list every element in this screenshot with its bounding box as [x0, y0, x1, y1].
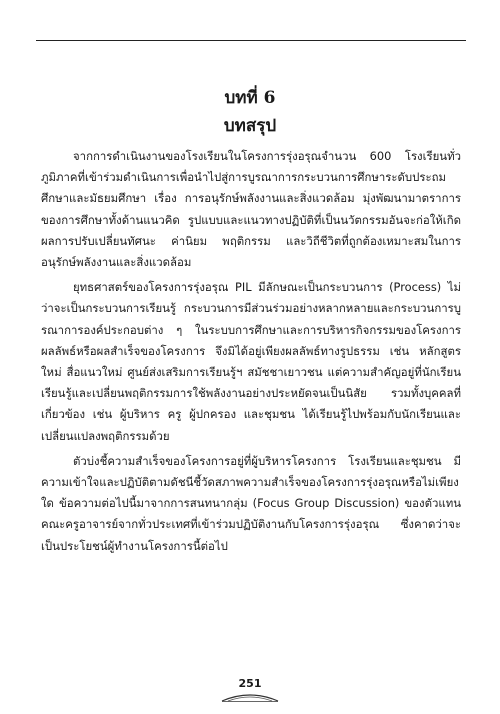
chapter-title: บทสรุป — [223, 116, 277, 136]
chapter-number: บทที่ 6 — [224, 88, 276, 108]
paragraph-2: ยุทธศาสตร์ของโครงการรุ่งอรุณ PIL มีลักษณะเป็นกระบวนการ (Process) ไม่ว่าจะเป็นกระบวนการเรียนรู้ กระบวนการมีส่วนร่วมอย่างหลากหลายและกระบวนการบูรณาการองค์ประกอบต่าง ๆ ในระบบการศึกษาและการบริหารกิจกรรมของโครงการ ผลลัพธ์หรือผลสำเร็จของโครงการ จึงมิได้อยู่เพียงผลลัพธ์ทางรูปธรรม เช่น หลักสูตรใหม่ สื่อแนวใหม่ ศูนย์ส่งเสริมการเรียนรู้ฯ สมัชชาเยาวชน แต่ความสำคัญอยู่ที่นักเรียนเรียนรู้และเปลี่ยนพฤติกรรมการใช้พลังงานอย่างประหยัดจนเป็นนิสัย รวมทั้งบุคคลที่เกี่ยวข้อง เช่น ผู้บริหาร ครู ผู้ปกครอง และชุมชน ได้เรียนรู้ไปพร้อมกับนักเรียนและเปลี่ยนแปลงพฤติกรรมด้วย — [41, 280, 461, 443]
header-rule — [36, 40, 466, 41]
paragraph-1: จากการดำเนินงานของโรงเรียนในโครงการรุ่งอรุณจำนวน 600 โรงเรียนทั่วภูมิภาคที่เข้าร่วมดำเนินการเพื่อนำไปสู่การบูรณาการกระบวนการศึกษาระดับประถมศึกษาและมัธยมศึกษา เรื่อง การอนุรักษ์พลังงานและสิ่งแวดล้อม มุ่งพัฒนามาตราการของการศึกษาทั้งด้านแนวคิด รูปแบบและแนวทางปฏิบัติที่เป็นนวัตกรรมอันจะก่อให้เกิดผลการปรับเปลี่ยนทัศนะ ค่านิยม พฤติกรรม และวิถีชีวิตที่ถูกต้องเหมาะสมในการอนุรักษ์พลังงานและสิ่งแวดล้อม — [41, 149, 461, 270]
page-number: 251 — [238, 677, 262, 690]
body-text — [41, 146, 461, 557]
publisher-logo-icon — [220, 691, 280, 703]
page-footer — [0, 677, 500, 703]
paragraph-3: ตัวบ่งชี้ความสำเร็จของโครงการอยู่ที่ผู้บริหารโครงการ โรงเรียนและชุมชน มีความเข้าใจและปฏิบัติตามดัชนีชี้วัดสภาพความสำเร็จของโครงการรุ่งอรุณหรือไม่เพียงใด ข้อความต่อไปนี้มาจากการสนทนากลุ่ม (Focus Group Discussion) ของตัวแทนคณะครูอาจารย์จากทั่วประเทศที่เข้าร่วมปฏิบัติงานกับโครงการรุ่งอรุณ ซึ่งคาดว่าจะเป็นประโยชน์ผู้ทำงานโครงการนี้ต่อไป — [41, 453, 461, 553]
